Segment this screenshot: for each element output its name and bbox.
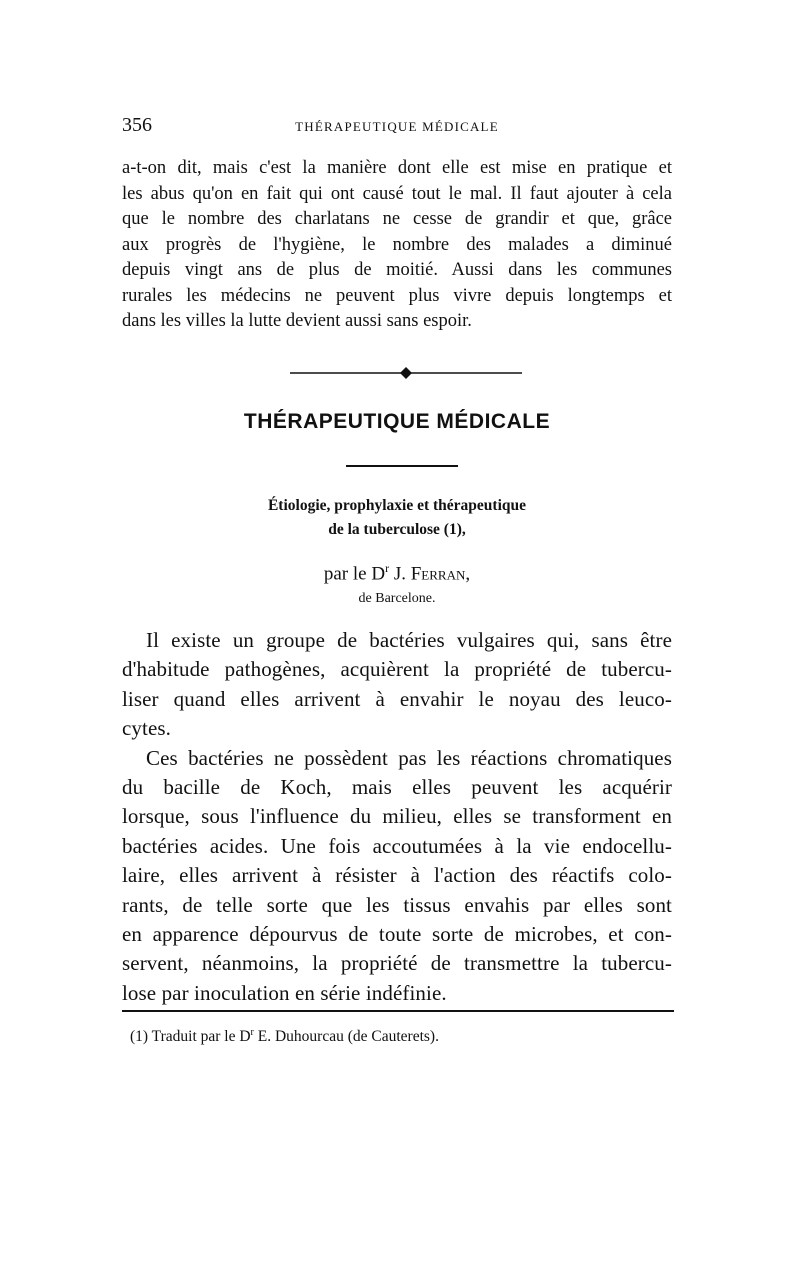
section-title: THÉRAPEUTIQUE MÉDICALE (243, 410, 551, 433)
continuation-paragraph (122, 156, 672, 335)
byline-initial: J. (389, 563, 411, 585)
text-line: que le nombre des charlatans ne cesse de grandir et que, grâce (122, 209, 672, 229)
text-line: lose par inoculation en série indéfinie. (122, 980, 447, 1005)
article-title (122, 494, 672, 542)
article-body (122, 626, 672, 1008)
author-name: Ferran (410, 563, 466, 585)
text-line: dans les villes la lutte devient aussi sans espoir. (122, 311, 472, 331)
diamond-rule-ornament (290, 366, 522, 380)
text-line: lorsque, sous l'influence du milieu, elles se transforment en (122, 804, 672, 829)
text-line: du bacille de Koch, mais elles peuvent les acquérir (122, 775, 672, 800)
text-line: en apparence dépourvus de toute sorte de microbes, et con- (122, 922, 672, 947)
text-line: depuis vingt ans de plus de moitié. Aussi dans les communes (122, 260, 672, 280)
text-line: laire, elles arrivent à résister à l'action des réactifs colo- (122, 863, 672, 888)
footnote-rest: E. Duhourcau (de Cauterets). (253, 1028, 439, 1046)
text-line: aux progrès de l'hygiène, le nombre des malades a diminué (122, 234, 672, 255)
text-line: rurales les médecins ne peuvent plus vivre depuis longtemps et (122, 285, 672, 306)
running-head (122, 114, 672, 138)
text-line: rants, de telle sorte que les tissus envahis par elles sont (122, 892, 672, 917)
affiliation: de Barcelone. (358, 591, 436, 606)
running-title: THÉRAPEUTIQUE MÉDICALE (295, 119, 499, 134)
title-rule (346, 465, 458, 467)
footnote-sup: r (250, 1027, 254, 1038)
byline-sup: r (385, 561, 390, 575)
footnote-rule (122, 1010, 674, 1012)
article-title-line: de la tuberculose (1), (328, 521, 466, 538)
byline-suffix: , (465, 563, 471, 585)
text-line: d'habitude pathogènes, acquièrent la propriété de tubercu- (122, 657, 672, 682)
byline-prefix: par le D (323, 563, 386, 585)
page-number: 356 (122, 114, 152, 136)
text-line: bactéries acides. Une fois accoutumées à la vie endocellu- (122, 833, 672, 858)
byline (122, 561, 672, 585)
text-line: servent, néanmoins, la propriété de transmettre la tubercu- (122, 951, 672, 976)
text-line: les abus qu'on en fait qui ont causé tout le mal. Il faut ajouter à cela (122, 183, 672, 204)
footnote (130, 1027, 439, 1046)
text-line: cytes. (122, 716, 171, 741)
text-line: a-t-on dit, mais c'est la manière dont elle est mise en pratique et (122, 158, 672, 178)
footnote-text: (1) Traduit par le D (130, 1028, 251, 1046)
text-line: Ces bactéries ne possèdent pas les réactions chromatiques (146, 745, 672, 770)
text-line: liser quand elles arrivent à envahir le noyau des leuco- (122, 686, 672, 711)
article-title-line: Étiologie, prophylaxie et thérapeutique (267, 497, 527, 514)
text-line: Il existe un groupe de bactéries vulgaires qui, sans être (146, 628, 672, 652)
